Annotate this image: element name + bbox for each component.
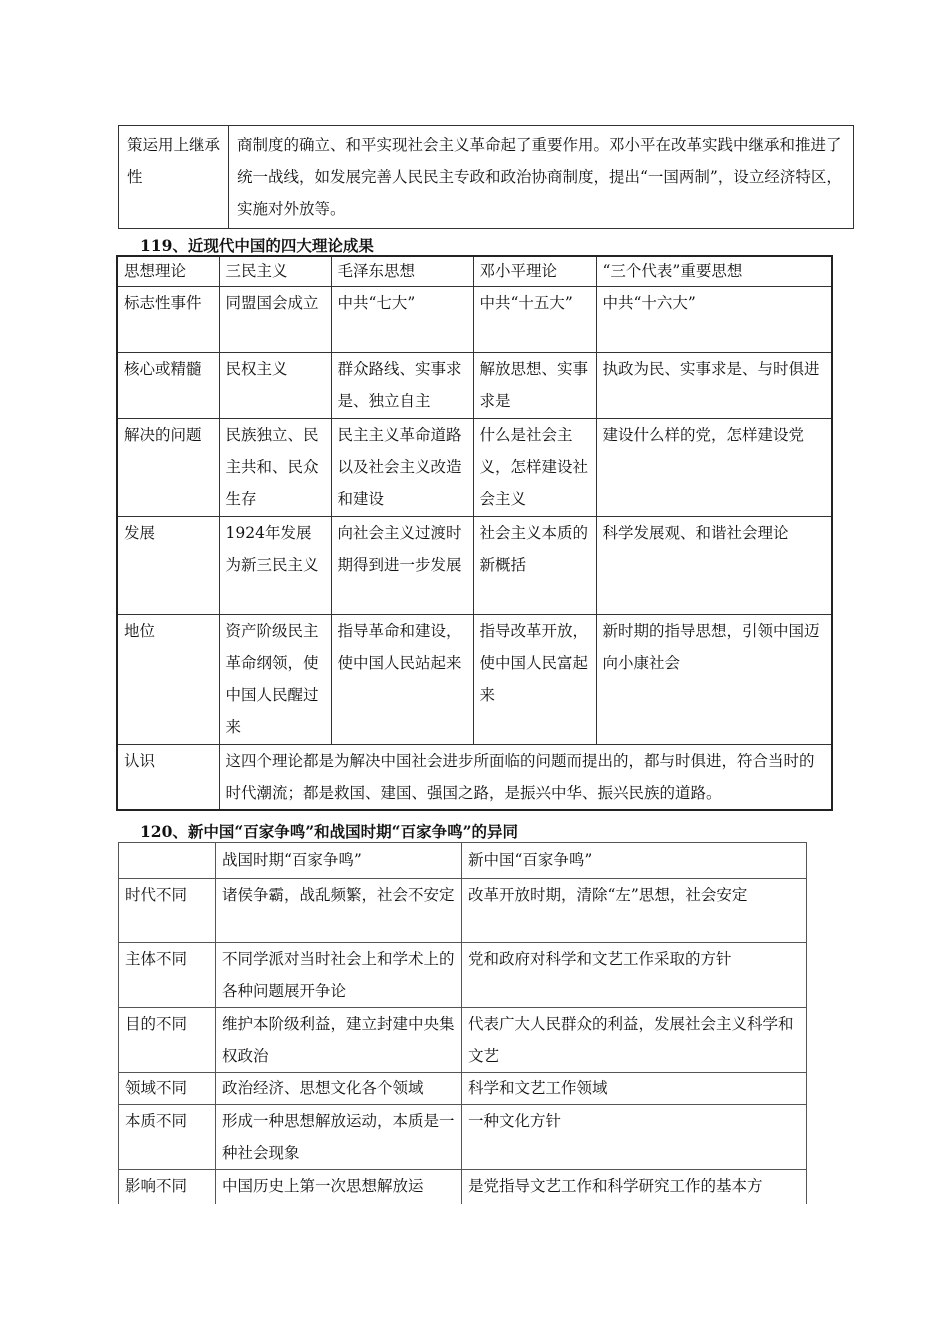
section-120-heading: 120、新中国“百家争鸣”和战国时期“百家争鸣”的异同 — [140, 822, 519, 841]
continuation-table — [118, 125, 854, 229]
table-cell: 执政为民、实事求是、与时俱进 — [596, 352, 832, 418]
theories-table — [116, 255, 833, 811]
table-cell: 民权主义 — [219, 352, 331, 418]
table-cell: 时代不同 — [119, 879, 216, 943]
table-cell: 形成一种思想解放运动，本质是一种社会现象 — [216, 1105, 462, 1170]
table-cell: 地位 — [117, 614, 219, 744]
table-cell: 发展 — [117, 516, 219, 614]
header-cell: 思想理论 — [117, 256, 219, 286]
header-cell: 邓小平理论 — [473, 256, 596, 286]
table-cell: 解放思想、实事求是 — [473, 352, 596, 418]
table-cell: 同盟国会成立 — [219, 286, 331, 352]
table-row — [117, 418, 832, 516]
header-cell — [119, 843, 216, 879]
table-cell: 资产阶级民主革命纲领，使中国人民醒过来 — [219, 614, 331, 744]
table-cell: 改革开放时期，清除“左”思想，社会安定 — [462, 879, 807, 943]
table-row — [119, 126, 854, 229]
table-cell: 维护本阶级利益，建立封建中央集权政治 — [216, 1008, 462, 1073]
table-row — [119, 879, 807, 943]
table-cell: 本质不同 — [119, 1105, 216, 1170]
table-cell: 是党指导文艺工作和科学研究工作的基本方 — [462, 1170, 807, 1204]
table-cell: 政治经济、思想文化各个领域 — [216, 1073, 462, 1105]
table-cell: 中国历史上第一次思想解放运 — [216, 1170, 462, 1204]
table-cell: 中共“七大” — [331, 286, 473, 352]
table-cell: 影响不同 — [119, 1170, 216, 1204]
table-row — [119, 1008, 807, 1073]
row-label: 策运用上继承性 — [119, 126, 229, 229]
table-cell: 新时期的指导思想，引领中国迈向小康社会 — [596, 614, 832, 744]
table-row — [117, 614, 832, 744]
table-cell: 群众路线、实事求是、独立自主 — [331, 352, 473, 418]
table-row — [119, 1073, 807, 1105]
table-header-row — [119, 843, 807, 879]
table-cell: 科学和文艺工作领域 — [462, 1073, 807, 1105]
table-cell: 领域不同 — [119, 1073, 216, 1105]
table-cell: 代表广大人民群众的利益，发展社会主义科学和文艺 — [462, 1008, 807, 1073]
table-cell: 科学发展观、和谐社会理论 — [596, 516, 832, 614]
header-cell: 三民主义 — [219, 256, 331, 286]
header-cell: “三个代表”重要思想 — [596, 256, 832, 286]
table-header-row — [117, 256, 832, 286]
table-cell: 民主主义革命道路以及社会主义改造和建设 — [331, 418, 473, 516]
table-cell: 解决的问题 — [117, 418, 219, 516]
table-row — [119, 943, 807, 1008]
header-cell: 战国时期“百家争鸣” — [216, 843, 462, 879]
table-cell: 什么是社会主义，怎样建设社会主义 — [473, 418, 596, 516]
summary-label: 认识 — [117, 744, 219, 810]
table-cell: 社会主义本质的新概括 — [473, 516, 596, 614]
header-cell: 毛泽东思想 — [331, 256, 473, 286]
section-119-heading: 119、近现代中国的四大理论成果 — [140, 236, 374, 255]
summary-content: 这四个理论都是为解决中国社会进步所面临的问题而提出的，都与时俱进，符合当时的时代潮流；都是救国、建国、强国之路，是振兴中华、振兴民族的道路。 — [219, 744, 832, 810]
table-cell: 中共“十六大” — [596, 286, 832, 352]
table-cell: 诸侯争霸，战乱频繁，社会不安定 — [216, 879, 462, 943]
table-cell: 向社会主义过渡时期得到进一步发展 — [331, 516, 473, 614]
table-cell: 指导改革开放，使中国人民富起来 — [473, 614, 596, 744]
table-cell: 不同学派对当时社会上和学术上的各种问题展开争论 — [216, 943, 462, 1008]
table-cell: 民族独立、民主共和、民众生存 — [219, 418, 331, 516]
table-row — [119, 1105, 807, 1170]
table-cell: 目的不同 — [119, 1008, 216, 1073]
row-content: 商制度的确立、和平实现社会主义革命起了重要作用。邓小平在改革实践中继承和推进了统一战线，如发展完善人民民主专政和政治协商制度，提出“一国两制”，设立经济特区，实施对外放等。 — [229, 126, 854, 229]
table-cell: 一种文化方针 — [462, 1105, 807, 1170]
table-row — [117, 352, 832, 418]
table-row — [119, 1170, 807, 1204]
summary-row — [117, 744, 832, 810]
table-cell: 核心或精髓 — [117, 352, 219, 418]
table-cell: 指导革命和建设，使中国人民站起来 — [331, 614, 473, 744]
table-row — [117, 516, 832, 614]
table-cell: 主体不同 — [119, 943, 216, 1008]
table-row — [117, 286, 832, 352]
header-cell: 新中国“百家争鸣” — [462, 843, 807, 879]
table-cell: 1924年发展为新三民主义 — [219, 516, 331, 614]
table-cell: 标志性事件 — [117, 286, 219, 352]
table-cell: 建设什么样的党，怎样建设党 — [596, 418, 832, 516]
contention-comparison-table — [118, 842, 807, 1204]
table-cell: 中共“十五大” — [473, 286, 596, 352]
table-cell: 党和政府对科学和文艺工作采取的方针 — [462, 943, 807, 1008]
